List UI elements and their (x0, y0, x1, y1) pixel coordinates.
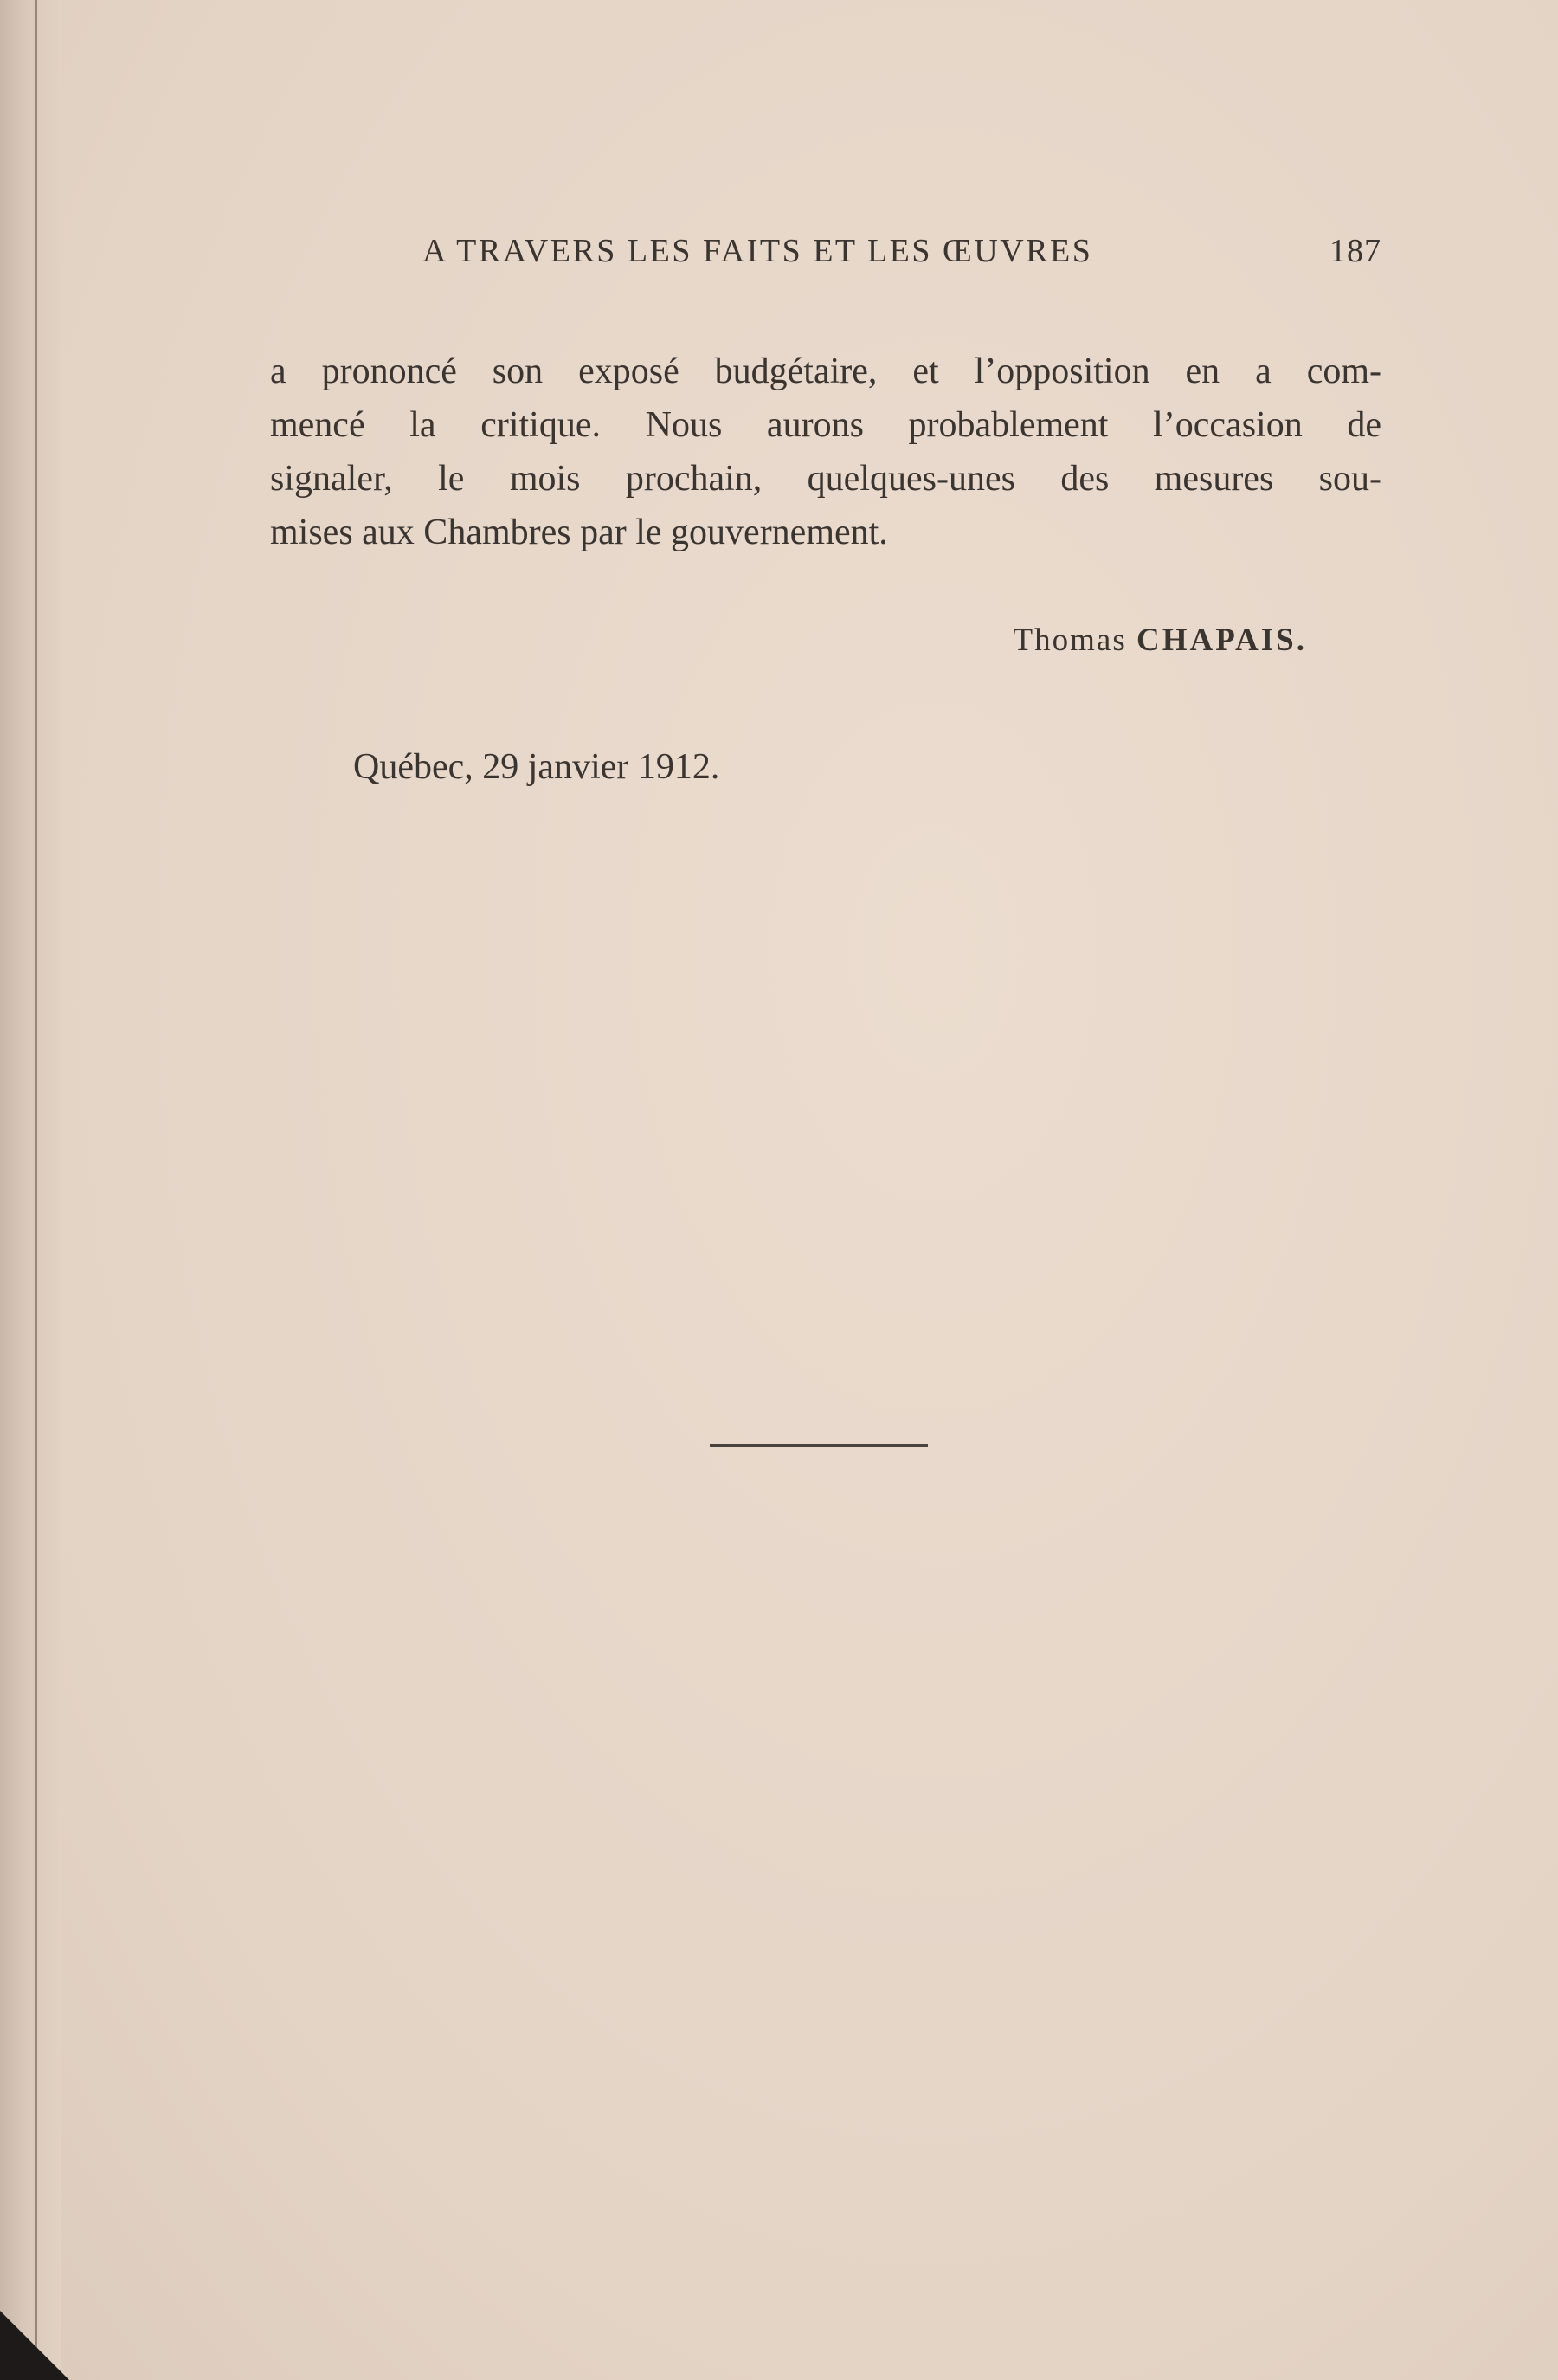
text-line: signaler, le mois prochain, quelques-unes des mesures sou- (270, 459, 1381, 499)
body-paragraph (270, 345, 1381, 559)
binding-edge (35, 0, 37, 2380)
place-and-date: Québec, 29 janvier 1912. (353, 747, 720, 787)
running-head-title: A TRAVERS LES FAITS ET LES ŒUVRES (422, 233, 1093, 269)
text-line: a prononcé son exposé budgétaire, et l’opposition en a com- (270, 352, 1381, 391)
author-surname: CHAPAIS. (1136, 622, 1307, 658)
text-line: mises aux Chambres par le gouvernement. (270, 513, 888, 552)
section-divider (710, 1444, 928, 1447)
page-corner-shadow (0, 2311, 69, 2380)
author-signature (1014, 622, 1307, 659)
page-gutter (0, 0, 61, 2380)
page-number: 187 (1329, 233, 1381, 269)
author-first-name: Thomas (1013, 622, 1127, 658)
text-line: mencé la critique. Nous aurons probablement l’occasion de (270, 405, 1381, 445)
